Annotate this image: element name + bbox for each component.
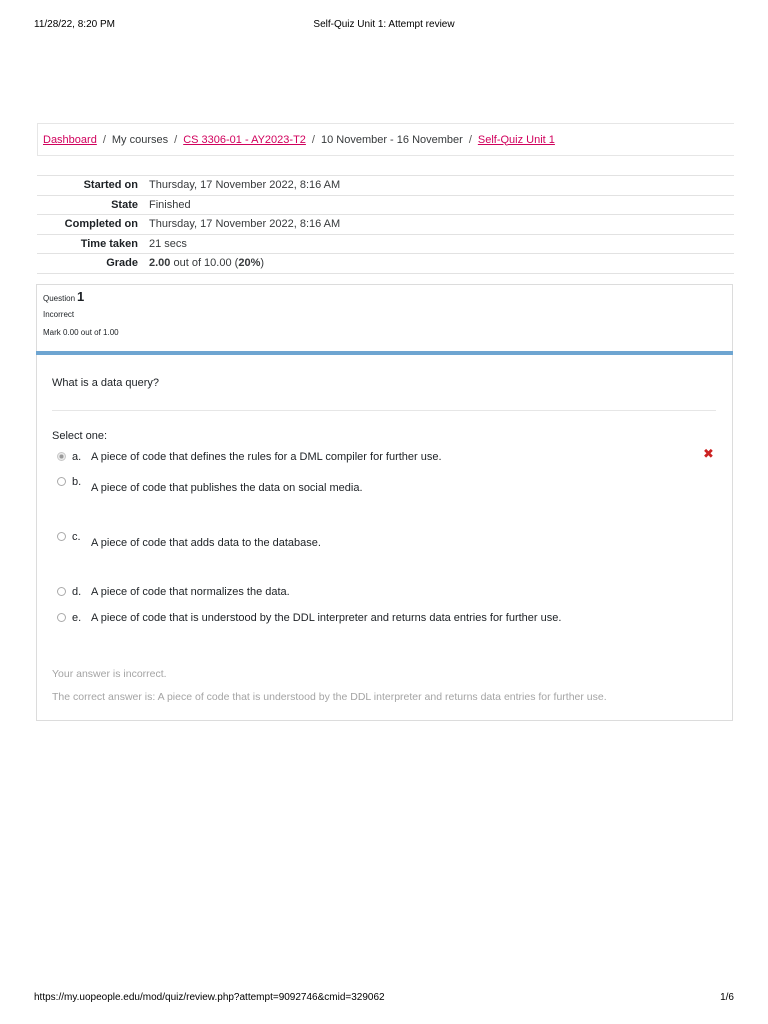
summary-row-started	[37, 176, 734, 196]
summary-value: Finished	[149, 195, 734, 215]
option-text: A piece of code that normalizes the data.	[91, 586, 290, 598]
option-text: A piece of code that adds data to the database.	[91, 537, 321, 549]
breadcrumb-my-courses: My courses	[111, 133, 169, 146]
summary-value: 21 secs	[149, 234, 734, 254]
summary-row-state	[37, 195, 734, 215]
summary-value: Thursday, 17 November 2022, 8:16 AM	[149, 176, 734, 196]
print-page-number: 1/6	[720, 992, 734, 1003]
option-letter: d.	[72, 586, 82, 598]
option-letter: b.	[72, 476, 82, 488]
print-datetime: 11/28/22, 8:20 PM	[34, 19, 115, 30]
answer-prompt: Select one:	[52, 430, 108, 442]
question-label: Question	[43, 294, 76, 303]
radio-selected-icon[interactable]	[57, 452, 66, 461]
print-url: https://my.uopeople.edu/mod/quiz/review.php?attempt=9092746&cmid=329062	[34, 992, 385, 1003]
grade-paren-close: )	[260, 257, 265, 270]
question-state: Incorrect	[43, 310, 75, 319]
radio-icon[interactable]	[57, 613, 66, 622]
breadcrumb-week: 10 November - 16 November	[320, 133, 463, 146]
summary-label: Completed on	[37, 215, 149, 235]
answer-option-d[interactable]	[57, 586, 290, 598]
answer-option-c[interactable]	[57, 531, 321, 549]
breadcrumb-separator: /	[311, 133, 315, 146]
option-text: A piece of code that defines the rules for a DML compiler for further use.	[91, 451, 442, 463]
option-letter: a.	[72, 451, 82, 463]
summary-label: Time taken	[37, 234, 149, 254]
question-text: What is a data query?	[52, 377, 160, 389]
breadcrumb-separator: /	[174, 133, 178, 146]
breadcrumb-separator: /	[102, 133, 106, 146]
summary-row-completed	[37, 215, 734, 235]
summary-row-time-taken	[37, 234, 734, 254]
answer-feedback: Your answer is incorrect.	[52, 668, 167, 680]
option-letter: e.	[72, 612, 82, 624]
print-header	[34, 19, 734, 33]
print-page-title: Self-Quiz Unit 1: Attempt review	[313, 19, 455, 30]
breadcrumb-separator: /	[468, 133, 472, 146]
answer-option-b[interactable]	[57, 476, 363, 494]
summary-value: Thursday, 17 November 2022, 8:16 AM	[149, 215, 734, 235]
breadcrumb-course-link[interactable]: CS 3306-01 - AY2023-T2	[183, 133, 306, 146]
grade-percent: 20%	[238, 257, 261, 270]
radio-icon[interactable]	[57, 532, 66, 541]
summary-row-grade	[37, 254, 734, 274]
option-text: A piece of code that publishes the data on social media.	[91, 482, 363, 494]
breadcrumb-dashboard-link[interactable]: Dashboard	[43, 133, 97, 146]
answer-option-a[interactable]	[57, 451, 442, 463]
question-number-value: 1	[77, 289, 85, 304]
question-content	[36, 355, 733, 721]
grade-value	[149, 254, 734, 274]
grade-paren-open: (	[234, 257, 239, 270]
correct-answer: The correct answer is: A piece of code that is understood by the DDL interpreter and returns data entries for further use.	[52, 691, 607, 703]
question-number	[43, 289, 732, 304]
summary-label: Grade	[37, 254, 149, 274]
breadcrumb	[37, 123, 734, 156]
option-letter: c.	[72, 531, 81, 543]
question-divider	[52, 410, 716, 411]
answer-option-e[interactable]	[57, 612, 561, 624]
radio-icon[interactable]	[57, 477, 66, 486]
print-footer	[34, 992, 734, 1006]
attempt-summary-table	[37, 175, 734, 274]
breadcrumb-quiz-link[interactable]: Self-Quiz Unit 1	[477, 133, 555, 146]
question-mark: Mark 0.00 out of 1.00	[43, 328, 119, 337]
question-info	[36, 284, 733, 352]
incorrect-cross-icon: ✖	[703, 446, 714, 461]
grade-out-of: out of 10.00	[173, 257, 232, 270]
radio-icon[interactable]	[57, 587, 66, 596]
summary-label: Started on	[37, 176, 149, 196]
summary-label: State	[37, 195, 149, 215]
option-text: A piece of code that is understood by the DDL interpreter and returns data entries for further use.	[91, 612, 562, 624]
grade-score: 2.00	[149, 257, 171, 270]
